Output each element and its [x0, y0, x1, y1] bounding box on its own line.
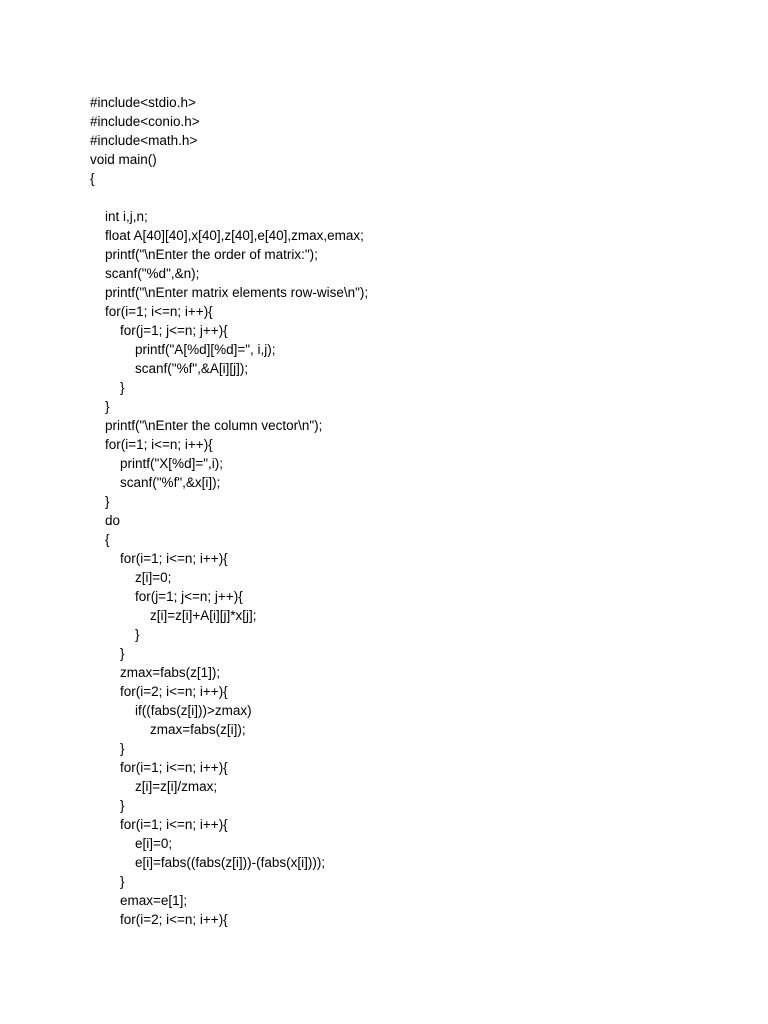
code-line: printf("A[%d][%d]=", i,j); — [90, 342, 276, 357]
code-line: z[i]=z[i]+A[i][j]*x[j]; — [90, 608, 257, 623]
code-line: for(i=2; i<=n; i++){ — [90, 912, 228, 927]
code-line: zmax=fabs(z[1]); — [90, 665, 221, 680]
code-line: for(j=1; j<=n; j++){ — [90, 323, 228, 338]
code-line: } — [90, 646, 125, 661]
code-line: emax=e[1]; — [90, 893, 188, 908]
code-line: if((fabs(z[i]))>zmax) — [90, 703, 252, 718]
code-line: do — [90, 513, 121, 528]
code-line: { — [90, 532, 110, 547]
code-line: float A[40][40],x[40],z[40],e[40],zmax,emax; — [90, 228, 364, 243]
code-line: scanf("%f",&A[i][j]); — [90, 361, 249, 376]
code-line: scanf("%d",&n); — [90, 266, 200, 281]
code-line: for(i=1; i<=n; i++){ — [90, 760, 228, 775]
code-line: #include<math.h> — [90, 133, 198, 148]
code-line: } — [90, 874, 125, 889]
code-line: } — [90, 380, 125, 395]
code-line: for(i=2; i<=n; i++){ — [90, 684, 228, 699]
code-line: { — [90, 171, 95, 186]
code-line: for(j=1; j<=n; j++){ — [90, 589, 243, 604]
code-line: for(i=1; i<=n; i++){ — [90, 551, 228, 566]
code-line: void main() — [90, 152, 157, 167]
code-line: z[i]=z[i]/zmax; — [90, 779, 218, 794]
code-line: zmax=fabs(z[i]); — [90, 722, 246, 737]
code-line: for(i=1; i<=n; i++){ — [90, 817, 228, 832]
code-line: } — [90, 494, 110, 509]
code-line: scanf("%f",&x[i]); — [90, 475, 221, 490]
code-listing — [90, 93, 368, 929]
code-line: } — [90, 627, 140, 642]
code-line: printf("\nEnter the order of matrix:"); — [90, 247, 318, 262]
code-line: } — [90, 798, 125, 813]
code-line: printf("X[%d]=",i); — [90, 456, 223, 471]
code-line: for(i=1; i<=n; i++){ — [90, 304, 213, 319]
code-line: #include<conio.h> — [90, 114, 200, 129]
code-line: z[i]=0; — [90, 570, 172, 585]
code-line: for(i=1; i<=n; i++){ — [90, 437, 213, 452]
code-line: e[i]=fabs((fabs(z[i]))-(fabs(x[i]))); — [90, 855, 326, 870]
code-line: e[i]=0; — [90, 836, 173, 851]
code-line: printf("\nEnter the column vector\n"); — [90, 418, 323, 433]
code-line: } — [90, 399, 110, 414]
code-line: #include<stdio.h> — [90, 95, 196, 110]
code-line: printf("\nEnter matrix elements row-wise\n"); — [90, 285, 369, 300]
code-line: int i,j,n; — [90, 209, 148, 224]
code-line: } — [90, 741, 125, 756]
code-line — [90, 188, 368, 207]
